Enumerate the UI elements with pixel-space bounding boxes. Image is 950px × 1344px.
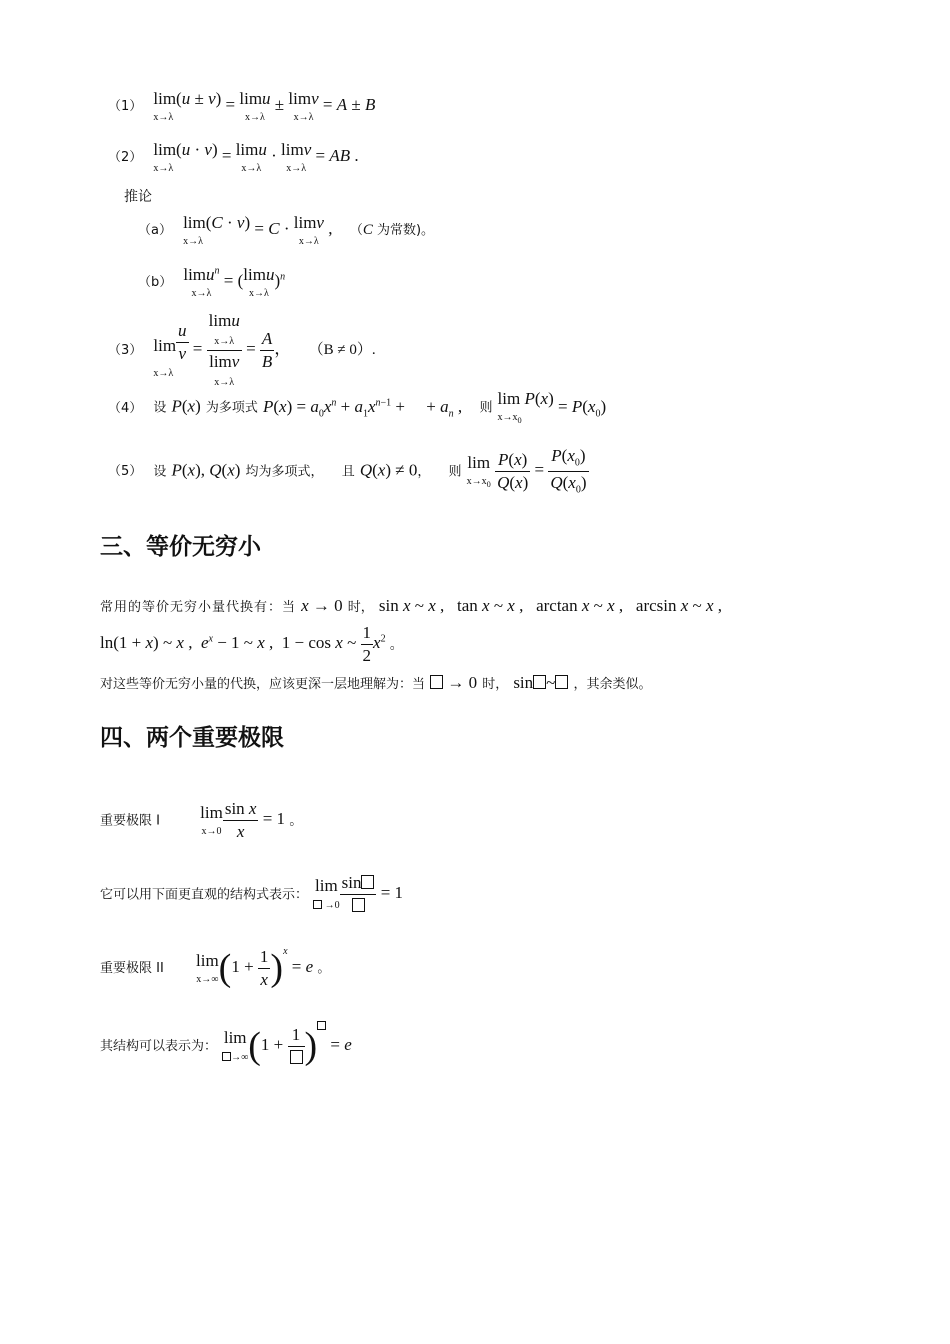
placeholder-box-icon xyxy=(555,675,568,689)
period: . xyxy=(354,146,359,166)
rule-note: （C 为常数)。 xyxy=(349,222,435,239)
rule-b xyxy=(138,266,285,299)
equivalence-note: 对这些等价无穷小量的代换，应该更深一层地理解为：当 → 0 时， sin ~ ，其余类似。 xyxy=(100,673,652,692)
important-limit-2-structure: 其结构可以表示为： lim →∞ (1 + 1 ) = e xyxy=(100,1021,352,1066)
placeholder-box-icon xyxy=(533,675,546,689)
rule-number: （1） xyxy=(108,99,143,115)
important-limit-1: 重要极限 I lim x→0 $\frac{\text{sin x}}{x}$ = 1 。 xyxy=(100,799,303,841)
important-limit-1-structure: 它可以用下面更直观的结构式表示： lim →0 sin = 1 xyxy=(100,873,404,912)
rule-formula: limu$^n$ x→λ = ( limu x→λ )$^n$ xyxy=(183,265,286,299)
rule-number: （2） xyxy=(108,150,143,166)
rule-a xyxy=(138,214,434,247)
rule-number: （4） xyxy=(108,400,143,416)
rational-limit-formula: lim $x\to x_0$ $\frac{P(x)}{Q(x)}$ = $\frac{P(x_0)}{Q(x_0)}$ xyxy=(466,446,587,496)
rule-number: （b） xyxy=(138,275,173,291)
corollary-label: 推论 xyxy=(124,189,152,205)
rule-1 xyxy=(108,90,375,123)
rule-number: （5） xyxy=(108,464,143,480)
rule-formula: lim(C · v) x→λ = C · limv x→λ , xyxy=(183,213,337,247)
rule-number: （3） xyxy=(108,343,143,359)
section-title-two-important-limits: 四、两个重要极限 xyxy=(100,725,284,751)
equivalences: sin x ~ x , tan x ~ x , arctan x ~ x , arcsin x ~ x , xyxy=(378,596,723,615)
rule-condition: （B ≠ 0）. xyxy=(308,342,376,359)
limit-formula: lim P(x) $x\to x_0$ = $P(x_0)$ xyxy=(497,389,607,425)
rule-5: （5） 设 P(x), Q(x) 均为多项式， 且 Q(x) ≠ 0， 则 lim $x\to x_0$ $\frac{P(x)}{Q(x)}$ = $\frac{P(x_0)}{Q(x_0)}$ xyxy=(108,446,587,496)
polynomial-formula: $P(x) = a_0x^n + a_1x^{n-1}$ + + $a_n$ , xyxy=(262,396,467,419)
equivalence-list-line-1: 常用的等价无穷小量代换有：当 x → 0 时， sin x ~ x , tan x ~ x , arctan x ~ x , arcsin x ~ x , xyxy=(100,596,723,615)
rule-number: （a） xyxy=(138,223,172,239)
rule-3 xyxy=(108,312,376,388)
rule-2 xyxy=(108,141,359,174)
section-title-equivalent-infinitesimals: 三、等价无穷小 xyxy=(100,534,261,560)
equivalence-list-line-2: ln(1 + x) ~ x , $e^x - 1$ ~ x , 1 − cos x ~ $\frac{1}{2}$ $x^2$ 。 xyxy=(100,623,403,665)
important-limit-2: 重要极限 II lim x→∞ (1 + $\frac{1}{x}$ )$^x$ = e 。 xyxy=(100,946,331,990)
rule-formula: lim(u · v) x→λ = limu x→λ · limv x→λ = AB . xyxy=(153,140,359,174)
placeholder-box-icon xyxy=(430,675,443,689)
rule-formula: lim(u ± v) x→λ = limu x→λ ± limv x→λ = A ± B xyxy=(153,89,376,123)
rule-4: （4） 设 P(x) 为多项式 $P(x) = a_0x^n + a_1x^{n-1}$ + + $a_n$ , 则 lim P(x) $x\to x_0$ = $P(x_0)$ xyxy=(108,389,607,425)
rule-formula: lim $\frac{u}{v}$ x→λ = limu x→λ limv x→λ = $\frac{A}{B}$ ， xyxy=(153,311,292,388)
